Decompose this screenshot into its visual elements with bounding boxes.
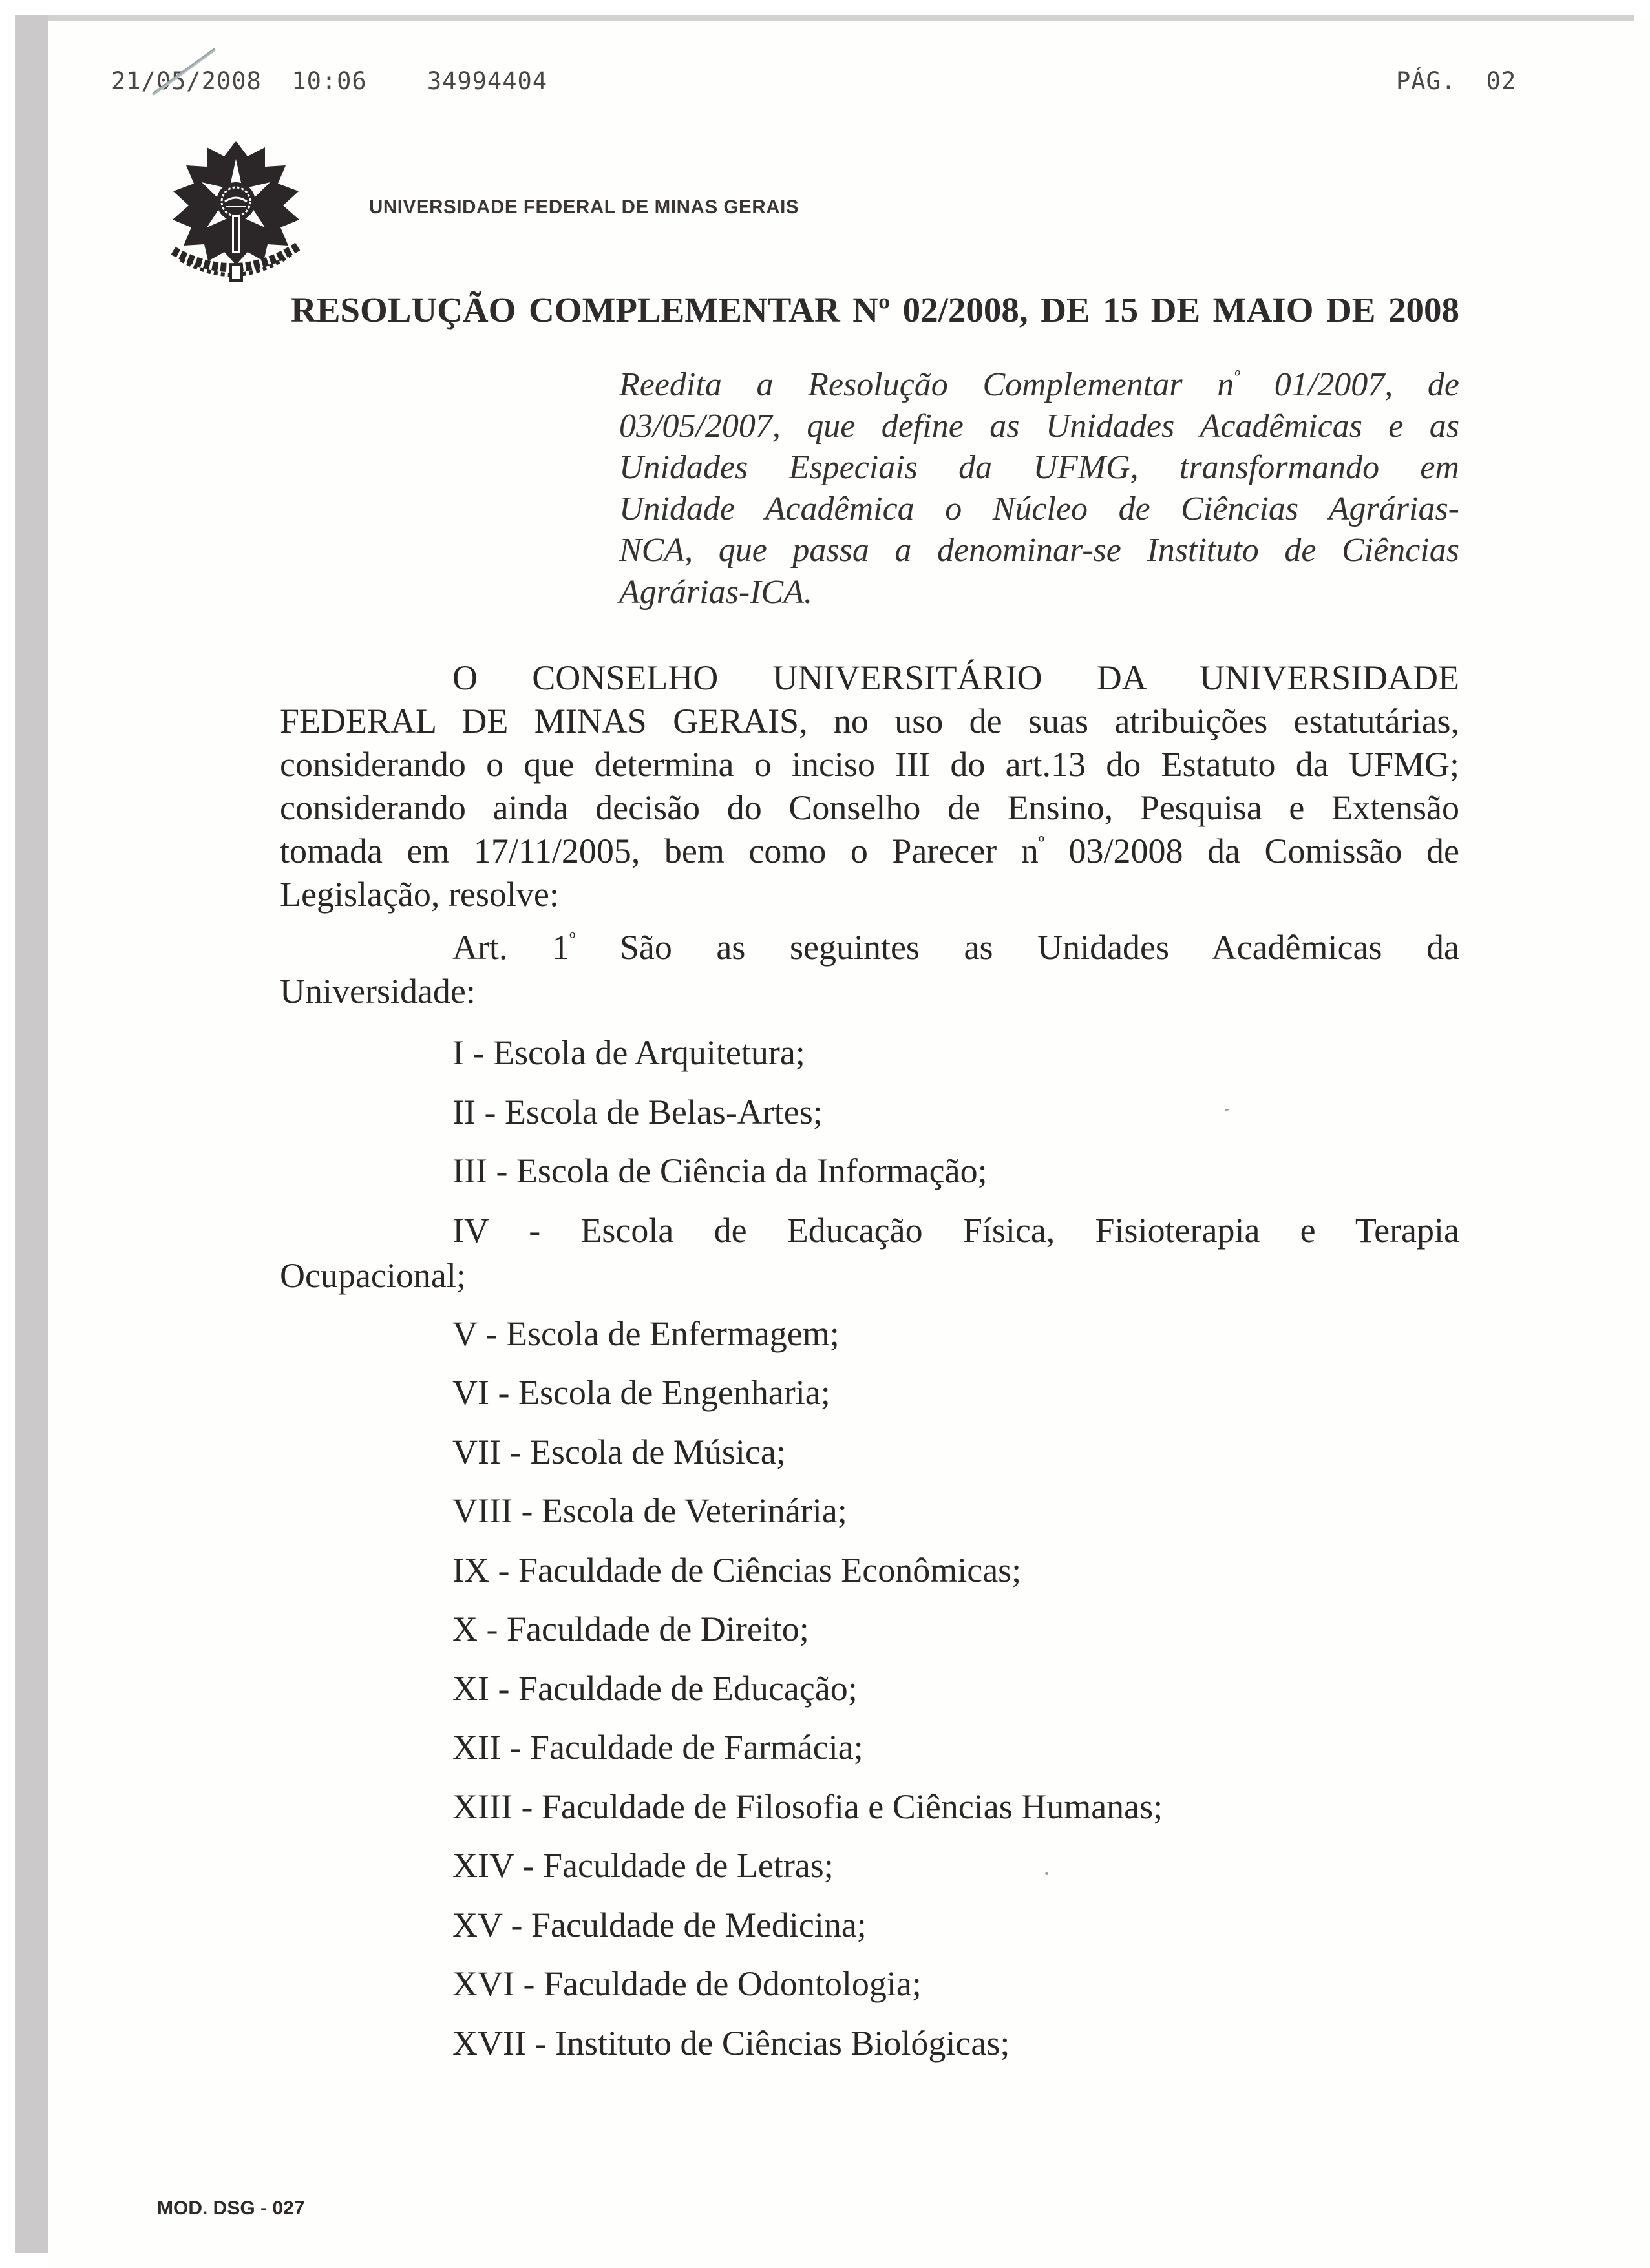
institution-name: UNIVERSIDADE FEDERAL DE MINAS GERAIS [369,196,799,218]
fax-number: 34994404 [427,67,548,95]
scan-speck [1045,1872,1048,1875]
fax-page-indicator [1396,67,1516,95]
academic-unit-item: I - Escola de Arquitetura; [452,1033,805,1072]
academic-unit-item: IX - Faculdade de Ciências Econômicas; [452,1550,1022,1590]
fax-page-label: PÁG. [1396,67,1457,95]
abstract-line: Reedita a Resolução Complementar $n^º$ 01/2007, de [619,366,1459,403]
preamble-line: Legislação, resolve: [280,875,559,914]
academic-unit-item: V - Escola de Enfermagem; [452,1314,840,1353]
academic-unit-item: II - Escola de Belas-Artes; [452,1092,823,1131]
preamble-line: tomada em 17/11/2005, bem como o Parecer $n^º$ 03/2008 da Comissão de [280,832,1459,870]
scan-speck [1225,1109,1229,1111]
scan-frame-left [15,15,48,2253]
fax-header-left [111,67,547,95]
academic-unit-item-continuation: Ocupacional; [280,1255,466,1295]
preamble-line: O CONSELHO UNIVERSITÁRIO DA UNIVERSIDADE [452,658,1459,697]
preamble-line: considerando ainda decisão do Conselho de Ensino, Pesquisa e Extensão [280,788,1459,827]
fax-page-number: 02 [1486,67,1517,95]
academic-unit-item: VIII - Escola de Veterinária; [452,1491,847,1530]
ordinal-superscript: º [569,929,576,950]
preamble-line: FEDERAL DE MINAS GERAIS, no uso de suas atribuições estatutárias, [280,702,1459,740]
brazil-coat-of-arms-icon [167,137,306,284]
fax-date: 21/05/2008 [111,67,262,95]
article-heading-line: Art. $1^º$ São as seguintes as Unidades Acadêmicas da [452,928,1460,967]
academic-unit-item: XV - Faculdade de Medicina; [452,1905,867,1944]
article-heading-line: Universidade: [280,972,476,1011]
academic-unit-item: IV - Escola de Educação Física, Fisioterapia e Terapia [452,1210,1459,1250]
ordinal-superscript: º [1038,833,1044,854]
abstract-line: 03/05/2007, que define as Unidades Acadêmicas e as [619,408,1459,445]
resolution-title: RESOLUÇÃO COMPLEMENTAR Nº 02/2008, DE 15 DE MAIO DE 2008 [291,290,1459,330]
academic-unit-item: III - Escola de Ciência da Informação; [452,1151,988,1190]
academic-unit-item: XVI - Faculdade de Odontologia; [452,1964,922,2003]
academic-unit-item: XVII - Instituto de Ciências Biológicas; [452,2023,1010,2063]
abstract-line: Agrárias-ICA. [619,574,812,611]
form-code: MOD. DSG - 027 [157,2198,305,2219]
academic-unit-item: VII - Escola de Música; [452,1432,786,1471]
abstract-line: Unidade Acadêmica o Núcleo de Ciências Agrárias- [619,490,1459,527]
abstract-line: Unidades Especiais da UFMG, transformando em [619,449,1459,486]
scan-frame-top [15,15,1634,21]
ordinal-superscript: º [1234,366,1240,387]
abstract-line: NCA, que passa a denominar-se Instituto de Ciências [619,532,1459,569]
preamble-line: considerando o que determina o inciso III do art.13 do Estatuto da UFMG; [280,745,1459,784]
academic-unit-item: VI - Escola de Engenharia; [452,1373,830,1412]
academic-unit-item: XIV - Faculdade de Letras; [452,1846,834,1885]
fax-time: 10:06 [291,67,367,95]
academic-unit-item: X - Faculdade de Direito; [452,1610,809,1648]
academic-unit-item: XII - Faculdade de Farmácia; [452,1728,863,1767]
academic-unit-item: XIII - Faculdade de Filosofia e Ciências Humanas; [452,1787,1163,1826]
academic-unit-item: XI - Faculdade de Educação; [452,1668,858,1708]
